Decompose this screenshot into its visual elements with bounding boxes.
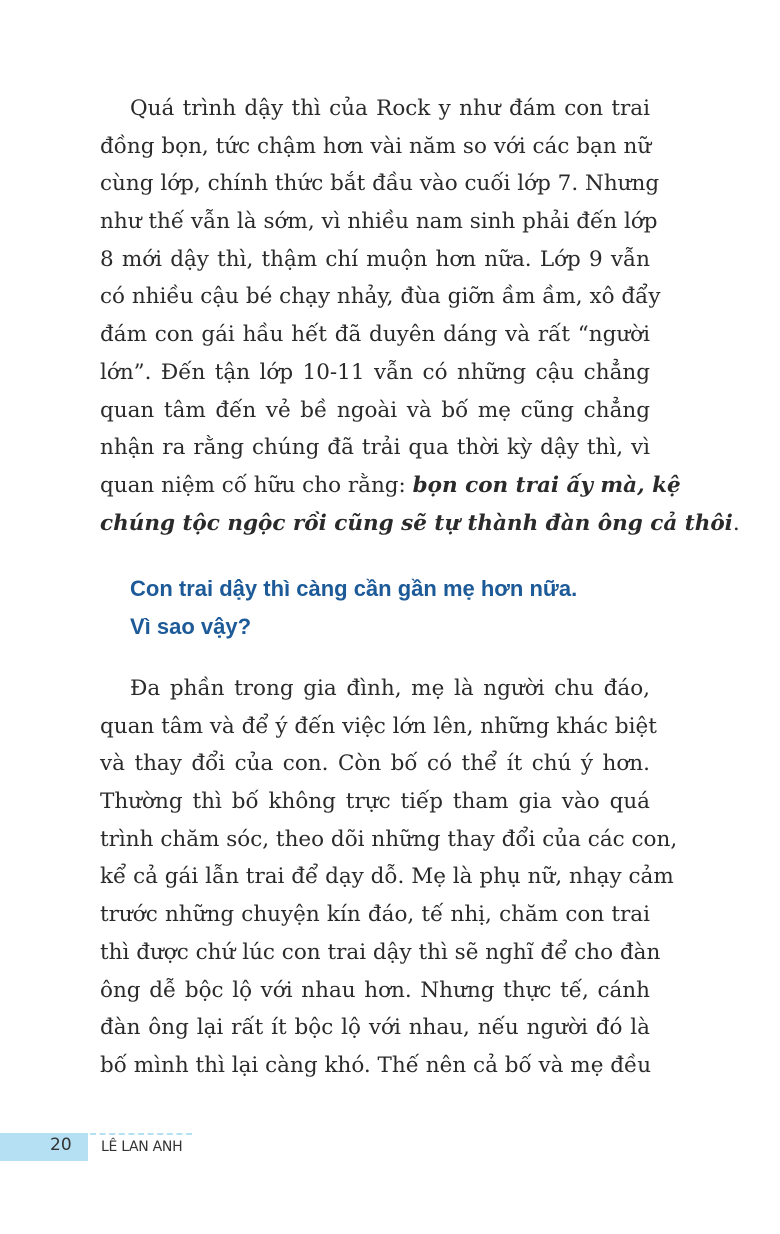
text-line: và thay đổi của con. Còn bố có thể ít chú ý hơn. — [100, 751, 650, 777]
footer-divider — [90, 1133, 192, 1135]
text-line: đàn ông lại rất ít bộc lộ với nhau, nếu người đó là — [100, 1015, 650, 1041]
text-line — [100, 505, 740, 543]
author-name: LÊ LAN ANH — [101, 1139, 183, 1155]
heading-line: Vì sao vậy? — [130, 614, 252, 639]
text-line: quan tâm đến vẻ bề ngoài và bố mẹ cũng chẳng — [100, 397, 650, 423]
section-heading — [130, 570, 577, 646]
text-line: đám con gái hầu hết đã duyên dáng và rất “người — [100, 322, 650, 348]
text-line: Đa phần trong gia đình, mẹ là người chu đáo, — [130, 676, 650, 701]
text-line: Thường thì bố không trực tiếp tham gia vào quá — [100, 789, 650, 815]
text-line: nhận ra rằng chúng đã trải qua thời kỳ dậy thì, vì — [100, 435, 650, 461]
text-line: 8 mới dậy thì, thậm chí muộn hơn nữa. Lớp 9 vẫn — [100, 246, 650, 272]
body-paragraph-2 — [100, 670, 678, 1085]
text-plain: quan niệm cố hữu cho rằng: — [100, 472, 413, 498]
text-line: quan tâm và để ý đến việc lớn lên, những khác biệt — [100, 713, 657, 739]
text-line: thì được chứ lúc con trai dậy thì sẽ nghĩ để cho đàn — [100, 939, 661, 965]
text-line: trước những chuyện kín đáo, tế nhị, chăm con trai — [100, 902, 650, 928]
footer-bar — [0, 1133, 88, 1161]
body-paragraph-1 — [100, 90, 740, 542]
page-number: 20 — [50, 1135, 72, 1155]
emphasis-text: chúng tộc ngộc rồi cũng sẽ tự thành đàn ông cả thôi — [100, 510, 733, 536]
text-line: có nhiều cậu bé chạy nhảy, đùa giỡn ầm ầm, xô đẩy — [100, 284, 661, 310]
emphasis-text: bọn con trai ấy mà, kệ — [412, 472, 681, 498]
text-line: như thế vẫn là sớm, vì nhiều nam sinh phải đến lớp — [100, 209, 658, 235]
text-line: đồng bọn, tức chậm hơn vài năm so với các bạn nữ — [100, 133, 652, 159]
heading-line: Con trai dậy thì càng cần gần mẹ hơn nữa. — [130, 576, 578, 601]
text-line: lớn”. Đến tận lớp 10-11 vẫn có những cậu chẳng — [100, 359, 650, 385]
text-line — [100, 467, 681, 505]
text-line: kể cả gái lẫn trai để dạy dỗ. Mẹ là phụ nữ, nhạy cảm — [100, 864, 674, 890]
text-line: Quá trình dậy thì của Rock y như đám con trai — [130, 96, 650, 121]
text-plain: . — [732, 510, 740, 536]
text-line: ông dễ bộc lộ với nhau hơn. Nhưng thực tế, cánh — [100, 977, 650, 1003]
text-line: bố mình thì lại càng khó. Thế nên cả bố và mẹ đều — [100, 1052, 652, 1078]
text-line: cùng lớp, chính thức bắt đầu vào cuối lớp 7. Nhưng — [100, 171, 660, 197]
text-line: trình chăm sóc, theo dõi những thay đổi của các con, — [100, 826, 678, 852]
